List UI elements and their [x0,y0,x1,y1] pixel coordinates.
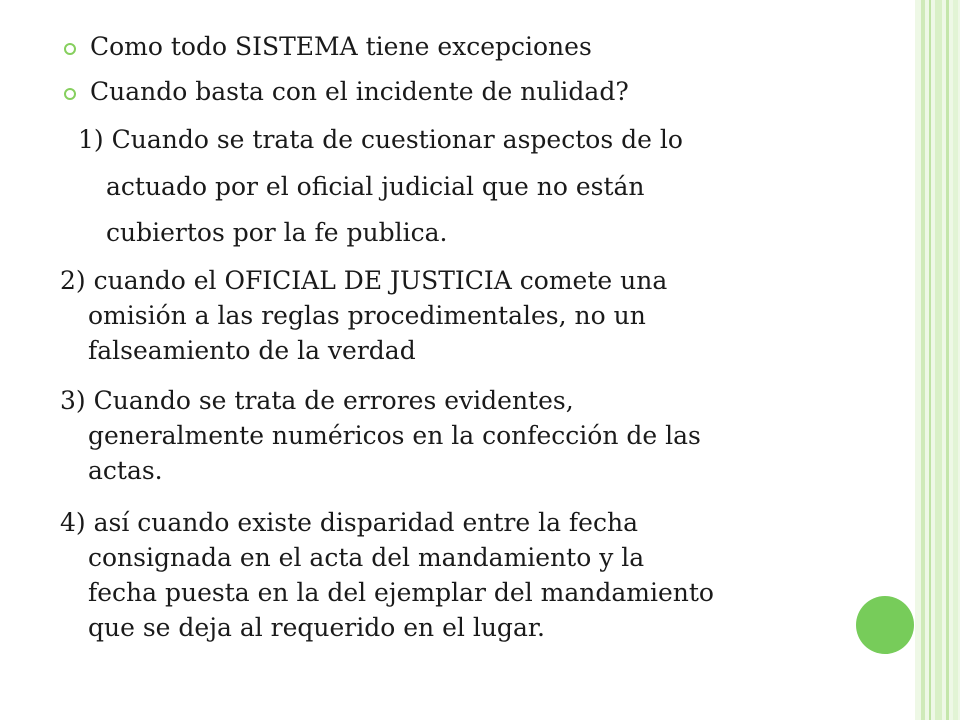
stripe-3 [935,0,942,720]
stripe-5 [953,0,958,720]
bullet-text-2: Cuando basta con el incidente de nulidad? [90,77,629,106]
item1-line2: actuado por el oficial judicial que no están [106,172,645,201]
item4-line1: 4) así cuando existe disparidad entre la fecha [60,508,638,537]
item3-line1: 3) Cuando se trata de errores evidentes, [60,386,574,415]
item4-line2: consignada en el acta del mandamiento y la [88,543,645,572]
stripe-2 [929,0,931,720]
item1-line1: 1) Cuando se trata de cuestionar aspectos de lo [78,125,683,154]
bullet-icon [64,43,76,55]
item2-line1: 2) cuando el OFICIAL DE JUSTICIA comete una [60,266,668,295]
item3-line2: generalmente numéricos en la confección de las [88,421,701,450]
decorative-stripes [915,0,960,720]
item4-line4: que se deja al requerido en el lugar. [88,613,545,642]
item3-line3: actas. [88,456,163,485]
bullet-icon [64,88,76,100]
stripe-1 [921,0,925,720]
decorative-circle [856,596,914,654]
item2-line2: omisión a las reglas procedimentales, no un [88,301,646,330]
item4-line3: fecha puesta en la del ejemplar del mandamiento [88,578,714,607]
item1-line3: cubiertos por la fe publica. [106,218,448,247]
stripe-4 [946,0,949,720]
bullet-text-1: Como todo SISTEMA tiene excepciones [90,32,592,61]
item2-line3: falseamiento de la verdad [88,336,416,365]
